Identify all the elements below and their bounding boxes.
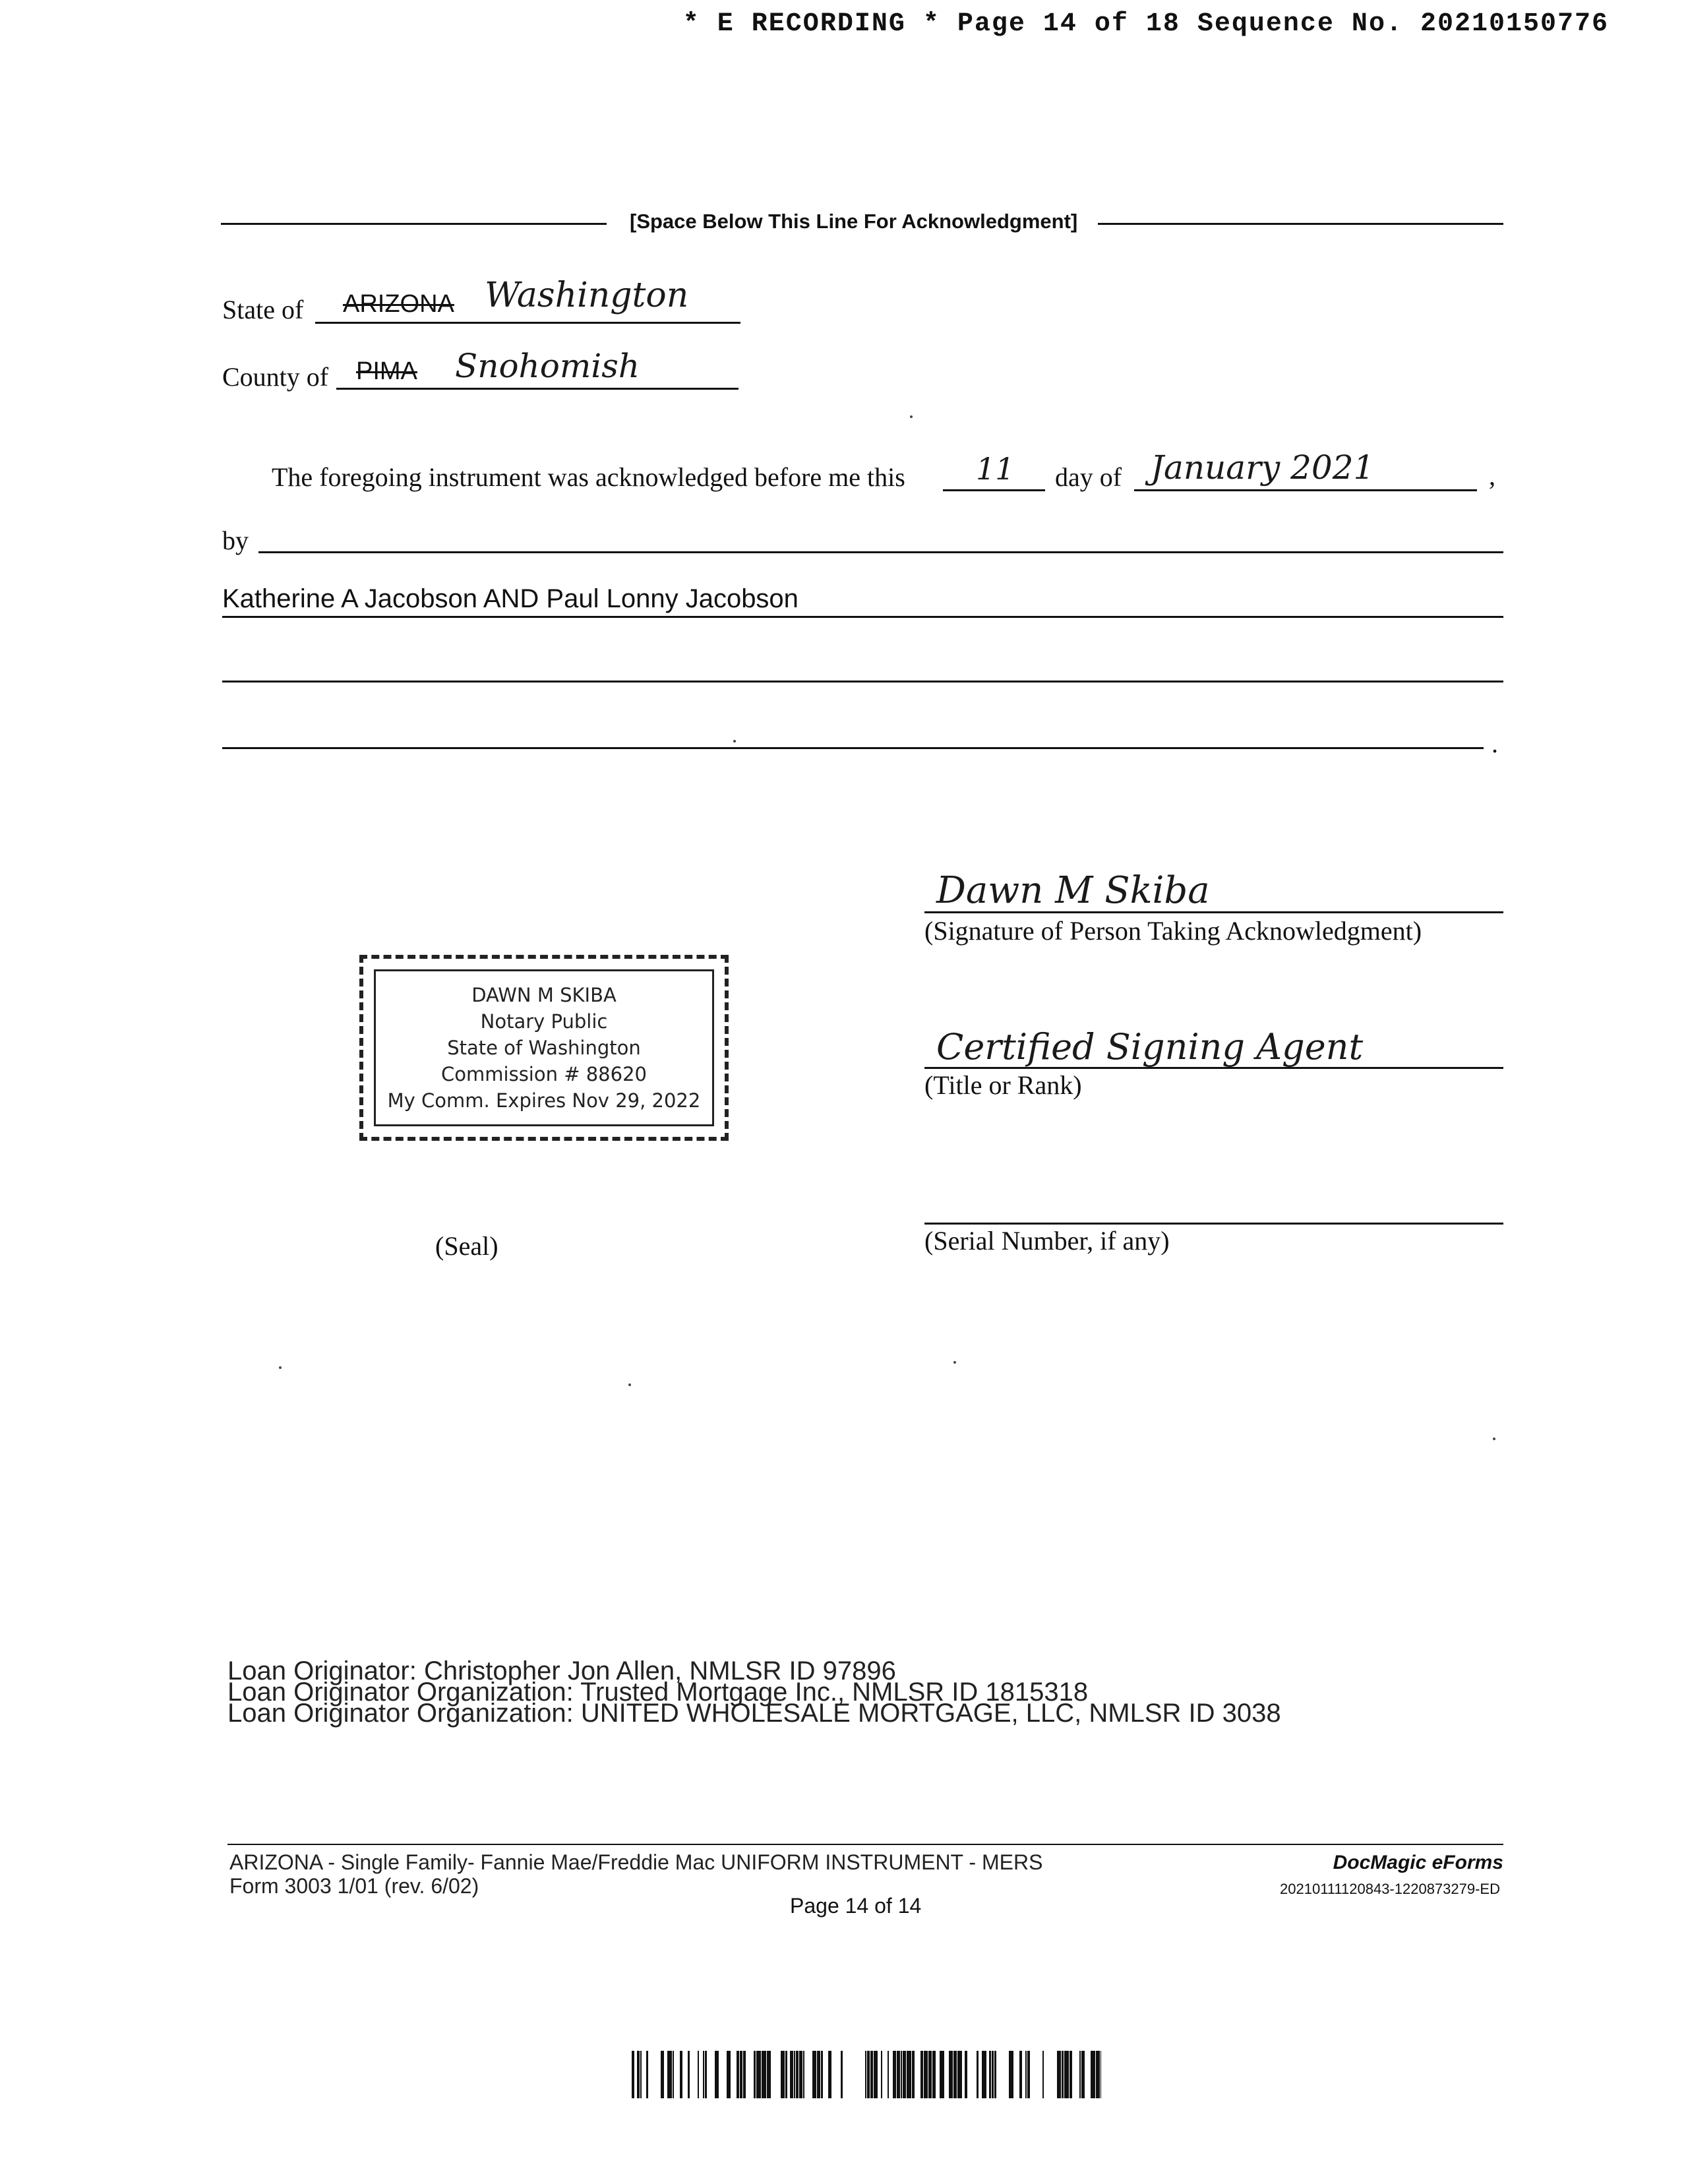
barcode-image [632, 2051, 1101, 2098]
serial-line [924, 1223, 1503, 1225]
barcode-bar [992, 2051, 994, 2098]
barcode-bar [965, 2051, 967, 2098]
state-handwritten-value: Washington [485, 276, 689, 315]
month-year-value: January 2021 [1151, 448, 1375, 487]
barcode-bar [703, 2051, 704, 2098]
barcode-bar [688, 2051, 690, 2098]
barcode-bar [754, 2051, 756, 2098]
day-of-label: day of [1055, 462, 1122, 492]
title-handwritten: Certified Signing Agent [936, 1026, 1364, 1068]
stamp-state: State of Washington [447, 1037, 641, 1059]
stamp-commission: Commission # 88620 [441, 1063, 647, 1085]
barcode-bar [767, 2051, 771, 2098]
title-caption: (Title or Rank) [924, 1070, 1082, 1100]
barcode-bar [949, 2051, 953, 2098]
barcode-bar [743, 2051, 746, 2098]
loan-originator-line: Loan Originator Organization: Trusted Mortgage Inc., NMLSR ID 1815318 [227, 1678, 1089, 1707]
barcode-bar [1009, 2051, 1013, 2098]
barcode-bar [1081, 2051, 1085, 2098]
barcode-bar [994, 2051, 996, 2098]
county-label: County of [222, 362, 329, 392]
blank-line-2 [222, 747, 1484, 749]
acknowledgment-sentence: The foregoing instrument was acknowledged before me this [272, 462, 905, 492]
stamp-expires: My Comm. Expires Nov 29, 2022 [387, 1089, 701, 1112]
scan-speck [733, 740, 736, 743]
title-line [924, 1067, 1503, 1069]
seal-caption: (Seal) [435, 1231, 498, 1261]
scan-speck [279, 1366, 282, 1369]
barcode-bar [737, 2051, 739, 2098]
notary-stamp [359, 955, 729, 1141]
barcode-bar [637, 2051, 640, 2098]
barcode-bar [1019, 2051, 1022, 2098]
loan-originator-block [227, 1656, 1281, 1728]
barcode-bar [901, 2051, 902, 2098]
barcode-bar [812, 2051, 816, 2098]
barcode-bar [865, 2051, 866, 2098]
barcode-bar [817, 2051, 820, 2098]
barcode-bar [867, 2051, 870, 2098]
barcode-bar [940, 2051, 944, 2098]
barcode-bar [803, 2051, 804, 2098]
barcode-bar [924, 2051, 928, 2098]
page-number: Page 14 of 14 [790, 1894, 922, 1918]
barcode-bar [897, 2051, 900, 2098]
barcode-bar [1100, 2051, 1101, 2098]
barcode-bar [1096, 2051, 1100, 2098]
loan-originator-line: Loan Originator Organization: UNITED WHOLESALE MORTGAGE, LLC, NMLSR ID 3038 [227, 1699, 1281, 1728]
scan-speck [953, 1361, 956, 1364]
state-struck-value: ARIZONA [343, 290, 454, 318]
barcode-bar [796, 2051, 799, 2098]
barcode-bar [1062, 2051, 1064, 2098]
barcode-bar [912, 2051, 915, 2098]
barcode-bar [982, 2051, 986, 2098]
signature-line [924, 911, 1503, 913]
caption-left-rule [221, 223, 607, 225]
serial-caption: (Serial Number, if any) [924, 1226, 1170, 1256]
barcode-bar [785, 2051, 787, 2098]
barcode-bar [953, 2051, 957, 2098]
barcode-bar [680, 2051, 682, 2098]
footer-rule [227, 1844, 1503, 1845]
form-line-1: ARIZONA - Single Family- Fannie Mae/Freddie Mac UNIFORM INSTRUMENT - MERS [229, 1850, 1043, 1874]
barcode-bar [841, 2051, 843, 2098]
barcode-bar [1027, 2051, 1030, 2098]
scan-speck [910, 415, 913, 418]
barcode-bar [756, 2051, 761, 2098]
docmagic-logo: DocMagic eForms [1333, 1852, 1503, 1873]
barcode-bar [727, 2051, 731, 2098]
barcode-bar [957, 2051, 962, 2098]
barcode-bar [888, 2051, 889, 2098]
acknowledgment-caption: [Space Below This Line For Acknowledgment] [630, 210, 1078, 233]
barcode-bar [640, 2051, 642, 2098]
barcode-bar [977, 2051, 979, 2098]
month-year-line [1134, 489, 1477, 491]
blank-line-1 [222, 681, 1503, 682]
county-handwritten-value: Snohomish [455, 347, 640, 385]
trailing-period: . [1492, 729, 1498, 758]
by-line [258, 551, 1503, 553]
barcode-bar [781, 2051, 785, 2098]
county-line [336, 388, 738, 390]
barcode-bar [874, 2051, 878, 2098]
barcode-bar [646, 2051, 648, 2098]
barcode-bar [661, 2051, 664, 2098]
by-label: by [222, 526, 249, 555]
barcode-bar [881, 2051, 882, 2098]
signature-caption: (Signature of Person Taking Acknowledgment) [924, 916, 1422, 946]
parties-names: Katherine A Jacobson AND Paul Lonny Jacobson [222, 584, 799, 613]
notary-signature: Dawn M Skiba [936, 869, 1210, 912]
scan-speck [628, 1383, 631, 1386]
barcode-bar [821, 2051, 823, 2098]
barcode-bar [907, 2051, 911, 2098]
day-line [943, 489, 1045, 491]
loan-originator-line: Loan Originator: Christopher Jon Allen, NMLSR ID 97896 [227, 1656, 896, 1685]
barcode-bar [794, 2051, 795, 2098]
barcode-bar [1025, 2051, 1027, 2098]
state-label: State of [222, 295, 304, 324]
barcode-bar [1070, 2051, 1072, 2098]
barcode-bar [698, 2051, 699, 2098]
recording-header: * E RECORDING * Page 14 of 18 Sequence No. 20210150776 [682, 9, 1609, 39]
barcode-bar [1057, 2051, 1061, 2098]
form-line-2: Form 3003 1/01 (rev. 6/02) [229, 1874, 479, 1898]
barcode-bar [932, 2051, 936, 2098]
barcode-bar [1091, 2051, 1095, 2098]
barcode-bar [828, 2051, 831, 2098]
barcode-bar [762, 2051, 766, 2098]
barcode-bar [799, 2051, 802, 2098]
stamp-name: DAWN M SKIBA [471, 984, 617, 1006]
state-line [315, 322, 740, 324]
barcode-bar [1042, 2051, 1044, 2098]
document-id: 20210111120843-1220873279-ED [1280, 1881, 1500, 1897]
stamp-title: Notary Public [480, 1010, 608, 1033]
county-struck-value: PIMA [356, 357, 417, 385]
barcode-bar [920, 2051, 923, 2098]
caption-right-rule [1098, 223, 1503, 225]
barcode-bar [632, 2051, 634, 2098]
barcode-bar [903, 2051, 906, 2098]
barcode-bar [790, 2051, 793, 2098]
barcode-bar [893, 2051, 896, 2098]
barcode-bar [989, 2051, 991, 2098]
barcode-bar [740, 2051, 742, 2098]
barcode-bar [705, 2051, 707, 2098]
barcode-bar [667, 2051, 672, 2098]
day-value: 11 [976, 451, 1015, 487]
form-identifier [229, 1850, 1042, 1898]
parties-line [222, 616, 1503, 618]
barcode-bar [1064, 2051, 1069, 2098]
trailing-comma: , [1489, 461, 1495, 491]
barcode-bar [870, 2051, 873, 2098]
barcode-bar [1079, 2051, 1081, 2098]
barcode-bar [928, 2051, 932, 2098]
scan-speck [1493, 1438, 1495, 1440]
barcode-bar [673, 2051, 674, 2098]
barcode-bar [715, 2051, 719, 2098]
